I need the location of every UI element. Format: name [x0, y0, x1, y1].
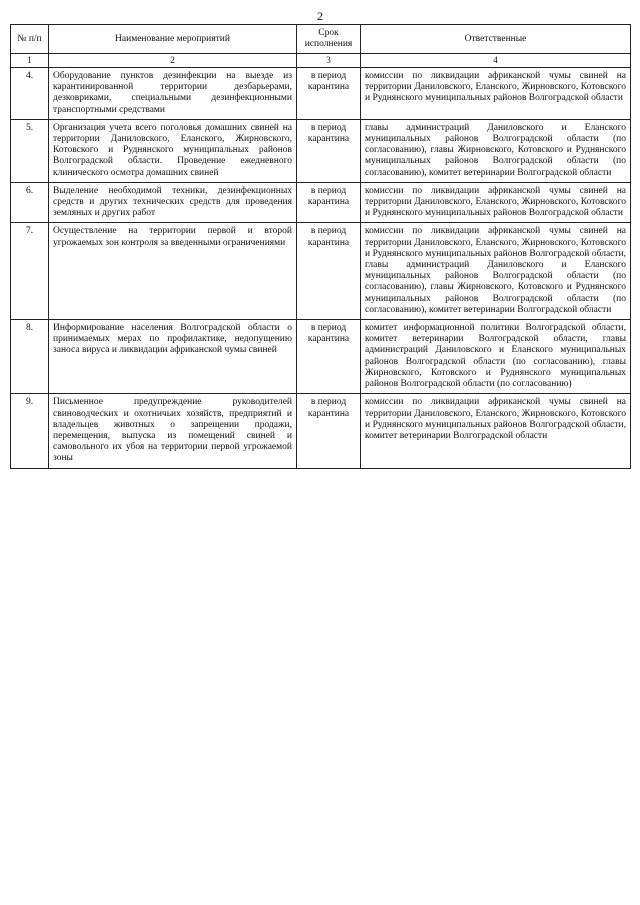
measure-term: в период карантина: [297, 223, 361, 320]
measure-responsible: комиссии по ликвидации африканской чумы свиней на территории Даниловского, Еланского, Жирновского, Котовского и Руднянского муниципальных районов Волгоградской области: [361, 182, 631, 223]
column-numbers-row: [11, 54, 631, 68]
measure-responsible: комиссии по ликвидации африканской чумы свиней на территории Даниловского, Еланского, Жирновского, Котовского и Руднянского муниципальных районов Волгоградской области: [361, 68, 631, 120]
measures-table: [10, 24, 631, 469]
measure-term: в период карантина: [297, 68, 361, 120]
row-number: 9.: [11, 394, 49, 468]
measure-responsible: комитет информационной политики Волгоградской области, комитет ветеринарии Волгоградской области, главы администраций Даниловского и Еланского муниципальных районов Волгоградской области (по согласованию), главы Жирновского, Котовского и Руднянского муниципальных районов Волгоградской области (по согласованию): [361, 320, 631, 394]
table-row: [11, 182, 631, 223]
table-row: [11, 119, 631, 182]
table-row: [11, 223, 631, 320]
table-row: [11, 320, 631, 394]
measure-term: в период карантина: [297, 182, 361, 223]
column-number: 1: [11, 54, 49, 68]
measure-name: Организация учета всего поголовья домашних свиней на территории Даниловского, Еланского, Жирновского, Котовского и Руднянского муниципальных районов Волгоградской области. Проведение ежедневного клинического осмотра домашних свиней: [49, 119, 297, 182]
measure-name: Оборудование пунктов дезинфекции на выезде из карантинированной территории дезбарьерами, дезковриками, специальными дезинфекционными транспортными средствами: [49, 68, 297, 120]
measure-term: в период карантина: [297, 119, 361, 182]
row-number: 6.: [11, 182, 49, 223]
page-number: 2: [317, 9, 323, 23]
row-number: 8.: [11, 320, 49, 394]
measure-term: в период карантина: [297, 320, 361, 394]
row-number: 7.: [11, 223, 49, 320]
measure-responsible: комиссии по ликвидации африканской чумы свиней на территории Даниловского, Еланского, Жирновского, Котовского и Руднянского муниципальных районов Волгоградской области, главы администраций Даниловского и Еланского муниципальных районов Волгоградской области (по согласованию), главы Жирновского, Котовского и Руднянского муниципальных районов Волгоградской области (по согласованию), комитет ветеринарии Волгоградской области: [361, 223, 631, 320]
measure-responsible: главы администраций Даниловского и Еланского муниципальных районов Волгоградской области (по согласованию), главы Жирновского, Котовского и Руднянского муниципальных районов Волгоградской области (по согласованию), комитет ветеринарии Волгоградской области: [361, 119, 631, 182]
header-name: Наименование мероприятий: [49, 25, 297, 54]
table-header-row: [11, 25, 631, 54]
column-number: 2: [49, 54, 297, 68]
row-number: 5.: [11, 119, 49, 182]
table-row: [11, 394, 631, 468]
measure-name: Осуществление на территории первой и второй угрожаемых зон контроля за введенными ограничениями: [49, 223, 297, 320]
measure-name: Выделение необходимой техники, дезинфекционных средств и других технических средств для проведения земляных и других работ: [49, 182, 297, 223]
table-row: [11, 68, 631, 120]
column-number: 4: [361, 54, 631, 68]
measure-responsible: комиссии по ликвидации африканской чумы свиней на территории Даниловского, Еланского, Жирновского, Котовского и Руднянского муниципальных районов Волгоградской области, комитет ветеринарии Волгоградской области: [361, 394, 631, 468]
column-number: 3: [297, 54, 361, 68]
header-responsible: Ответственные: [361, 25, 631, 54]
measure-term: в период карантина: [297, 394, 361, 468]
header-num: № п/п: [11, 25, 49, 54]
header-term: Срок исполнения: [297, 25, 361, 54]
measure-name: Письменное предупреждение руководителей свиноводческих и охотничьих хозяйств, предприятий и владельцев животных о запрещении продажи, перемещения, выпуска из помещений свиней и самовольного их убоя на территории первой угрожаемой зоны: [49, 394, 297, 468]
measure-name: Информирование населения Волгоградской области о принимаемых мерах по профилактике, недопущению заноса вируса и ликвидации африканской чумы свиней: [49, 320, 297, 394]
row-number: 4.: [11, 68, 49, 120]
